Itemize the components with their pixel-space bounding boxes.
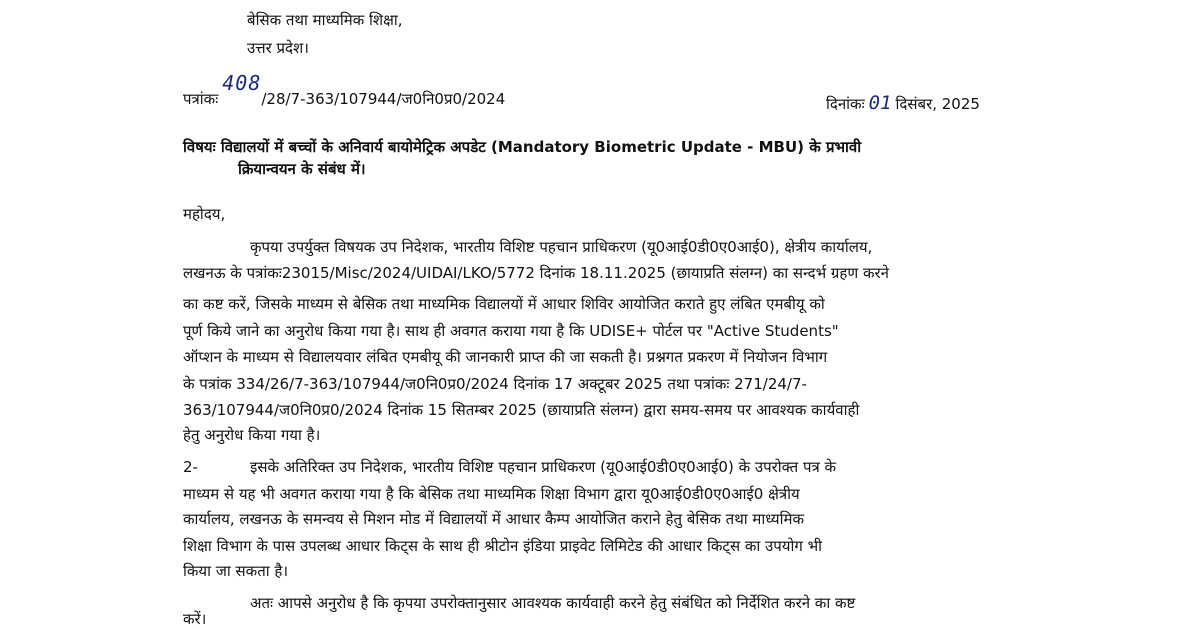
header-line-2: उत्तर प्रदेश। <box>247 39 309 57</box>
date-month-year: दिसंबर, 2025 <box>895 95 980 113</box>
para2-line-2: माध्यम से यह भी अवगत कराया गया है कि बेसिक तथा माध्यमिक शिक्षा विभाग द्वारा यू0आई0डी0ए0आई0 क्षेत्रीय <box>183 485 800 503</box>
para2-line-4: शिक्षा विभाग के पास उपलब्ध आधार किट्स के साथ ही श्रीटोन इंडिया प्राइवेट लिमिटेड की आधार किट्स का उपयोग भी <box>183 537 822 555</box>
salutation: महोदय, <box>183 205 226 223</box>
para1-line-6: के पत्रांक 334/26/7-363/107944/ज0नि0प्र0/2024 दिनांक 17 अक्टूबर 2025 तथा पत्रांकः 271/24/7- <box>183 375 807 393</box>
date-label: दिनांकः <box>826 95 865 113</box>
header-line-1: बेसिक तथा माध्यमिक शिक्षा, <box>247 11 403 29</box>
letter-date <box>826 92 980 115</box>
reference-printed-number: /28/7-363/107944/ज0नि0प्र0/2024 <box>261 90 506 108</box>
para2-line-1: इसके अतिरिक्त उप निदेशक, भारतीय विशिष्ट पहचान प्राधिकरण (यू0आई0डी0ए0आई0) के उपरोक्त पत्र के <box>250 458 837 476</box>
subject-line-2: क्रियान्वयन के संबंध में। <box>238 160 366 178</box>
handwritten-reference-number: 408 <box>222 71 262 95</box>
handwritten-date-day: 01 <box>868 92 892 114</box>
para1-line-8: हेतु अनुरोध किया गया है। <box>183 426 321 444</box>
subject-label: विषयः <box>183 138 216 156</box>
para1-line-2: लखनऊ के पत्रांकः23015/Misc/2024/UIDAI/LKO/5772 दिनांक 18.11.2025 (छायाप्रति संलग्न) का सन्दर्भ ग्रहण करने <box>183 264 889 282</box>
para1-line-7: 363/107944/ज0नि0प्र0/2024 दिनांक 15 सितम्बर 2025 (छायाप्रति संलग्न) द्वारा समय-समय पर आवश्यक कार्यवाही <box>183 401 860 419</box>
para1-line-5: ऑप्शन के माध्यम से विद्यालयवार लंबित एमबीयू की जानकारी प्राप्त की जा सकती है। प्रश्नगत प्रकरण में नियोजन विभाग <box>183 348 828 366</box>
para2-line-5: किया जा सकता है। <box>183 562 289 580</box>
reference-label: पत्रांकः <box>183 90 219 108</box>
para2-line-3: कार्यालय, लखनऊ के समन्वय से मिशन मोड में विद्यालयों में आधार कैम्प आयोजित कराने हेतु बेसिक तथा माध्यमिक <box>183 510 804 528</box>
reference-number <box>183 71 506 110</box>
subject-text-1: विद्यालयों में बच्चों के अनिवार्य बायोमेट्रिक अपडेट (Mandatory Biometric Update - MBU) के प्रभावी <box>220 138 862 156</box>
para3-line-1: अतः आपसे अनुरोध है कि कृपया उपरोक्तानुसार आवश्यक कार्यवाही करने हेतु संबंधित को निर्देशित करने का कष्ट <box>250 594 856 612</box>
para1-line-4: पूर्ण किये जाने का अनुरोध किया गया है। साथ ही अवगत कराया गया है कि UDISE+ पोर्टल पर "Active Students" <box>183 322 839 340</box>
para1-line-1: कृपया उपर्युक्त विषयक उप निदेशक, भारतीय विशिष्ट पहचान प्राधिकरण (यू0आई0डी0ए0आई0), क्षेत्रीय कार्यालय, <box>250 238 873 256</box>
subject-line-1 <box>183 136 1019 158</box>
para1-line-3: का कष्ट करें, जिसके माध्यम से बेसिक तथा माध्यमिक विद्यालयों में आधार शिविर आयोजित कराते हुए लंबित एमबीयू को <box>183 295 825 313</box>
para3-line-2: करें। <box>183 610 207 628</box>
para2-number: 2- <box>183 458 198 476</box>
